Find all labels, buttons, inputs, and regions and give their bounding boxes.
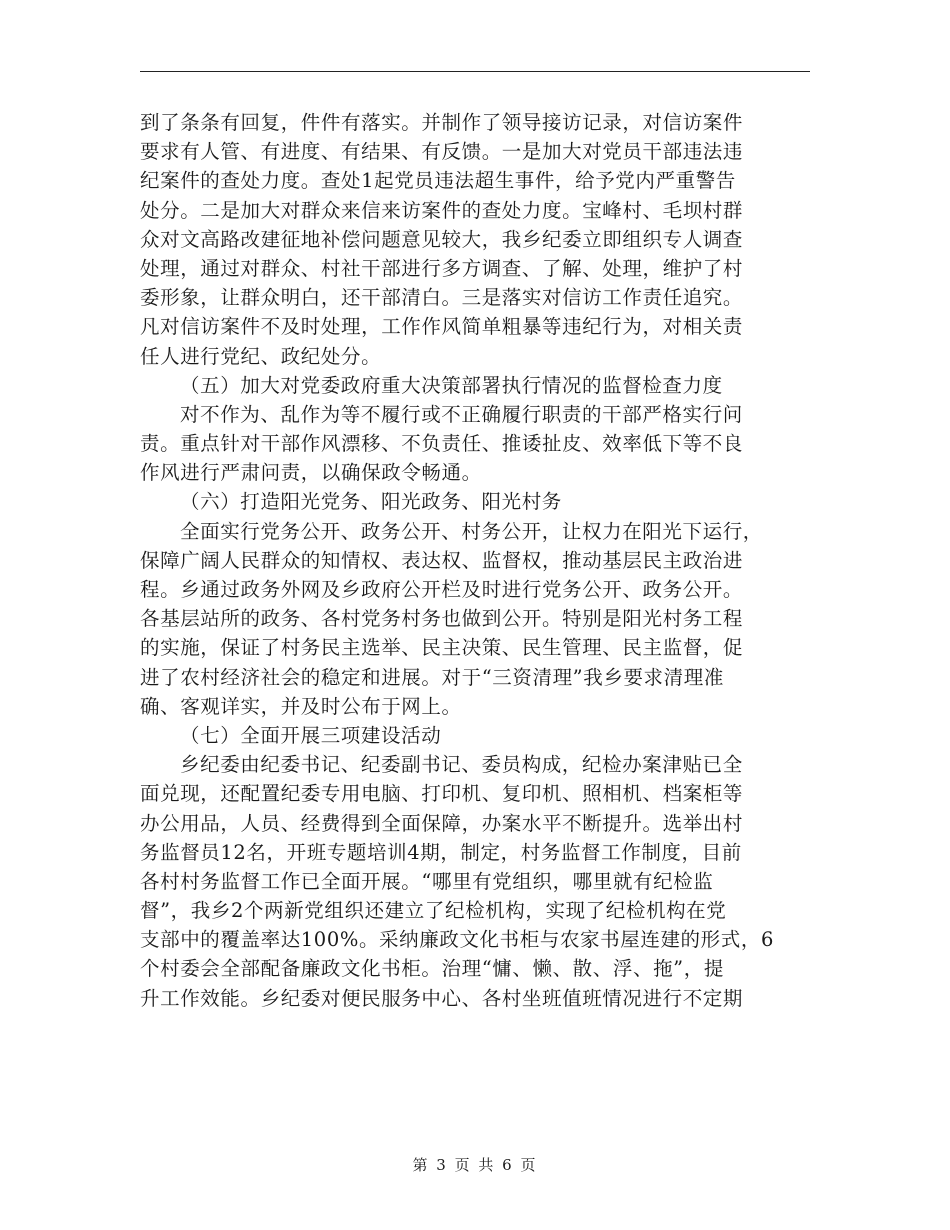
text-line: 支部中的覆盖率达100%。采纳廉政文化书柜与农家书屋连建的形式，6 [140, 928, 774, 952]
text-line: 任人进行党纪、政纪处分。 [140, 344, 382, 368]
text-line: 进了农村经济社会的稳定和进展。对于“三资清理”我乡要求清理准 [140, 665, 724, 689]
text-line: （五）加大对党委政府重大决策部署执行情况的监督检查力度 [180, 373, 723, 397]
text-line: 保障广阔人民群众的知情权、表达权、监督权，推动基层民主政治进 [140, 548, 744, 572]
text-line: 凡对信访案件不及时处理，工作作风简单粗暴等违纪行为，对相关责 [140, 315, 744, 339]
page-number: 第 3 页 共 6 页 [412, 1156, 538, 1174]
text-line: 办公用品，人员、经费得到全面保障，办案水平不断提升。选举出村 [140, 811, 744, 835]
text-line: 乡纪委由纪委书记、纪委副书记、委员构成，纪检办案津贴已全 [180, 753, 743, 777]
text-line: 程。乡通过政务外网及乡政府公开栏及时进行党务公开、政务公开。 [140, 578, 744, 601]
text-line: 处分。二是加大对群众来信来访案件的查处力度。宝峰村、毛坝村群 [140, 198, 744, 222]
text-line: （七）全面开展三项建设活动 [180, 723, 442, 747]
header-rule [140, 71, 810, 72]
text-line: 各村村务监督工作已全面开展。“哪里有党组织，哪里就有纪检监 [140, 869, 714, 893]
text-line: 的实施，保证了村务民主选举、民主决策、民生管理、民主监督，促 [140, 636, 744, 660]
text-line: 个村委会全部配备廉政文化书柜。治理“慵、懒、散、浮、拖”，提 [140, 957, 724, 981]
text-line: 委形象，让群众明白，还干部清白。三是落实对信访工作责任追究。 [140, 286, 744, 310]
text-line: （六）打造阳光党务、阳光政务、阳光村务 [180, 490, 562, 514]
document-body [140, 108, 815, 1013]
text-line: 作风进行严肃问责，以确保政令畅通。 [140, 461, 482, 485]
text-line: 各基层站所的政务、各村党务村务也做到公开。特别是阳光村务工程 [140, 607, 744, 631]
text-line: 到了条条有回复，件件有落实。并制作了领导接访记录，对信访案件 [140, 111, 744, 134]
text-line: 要求有人管、有进度、有结果、有反馈。一是加大对党员干部违法违 [140, 140, 744, 164]
text-line: 处理，通过对群众、村社干部进行多方调查、了解、处理，维护了村 [140, 256, 744, 280]
text-line: 全面实行党务公开、政务公开、村务公开，让权力在阳光下运行， [180, 519, 763, 543]
text-line: 面兑现，还配置纪委专用电脑、打印机、复印机、照相机、档案柜等 [140, 782, 744, 806]
text-line: 督”，我乡2个两新党组织还建立了纪检机构，实现了纪检机构在党 [140, 899, 727, 923]
text-line: 责。重点针对干部作风漂移、不负责任、推诿扯皮、效率低下等不良 [140, 432, 744, 456]
text-line: 务监督员12名，开班专题培训4期，制定，村务监督工作制度，目前 [140, 840, 742, 864]
text-line: 众对文高路改建征地补偿问题意见较大，我乡纪委立即组织专人调查 [140, 227, 744, 251]
text-line: 对不作为、乱作为等不履行或不正确履行职责的干部严格实行问 [180, 402, 743, 426]
text-line: 确、客观详实，并及时公布于网上。 [140, 694, 462, 718]
text-line: 纪案件的查处力度。查处1起党员违法超生事件，给予党内严重警告 [140, 169, 736, 193]
text-line: 升工作效能。乡纪委对便民服务中心、各村坐班值班情况进行不定期 [140, 986, 744, 1010]
